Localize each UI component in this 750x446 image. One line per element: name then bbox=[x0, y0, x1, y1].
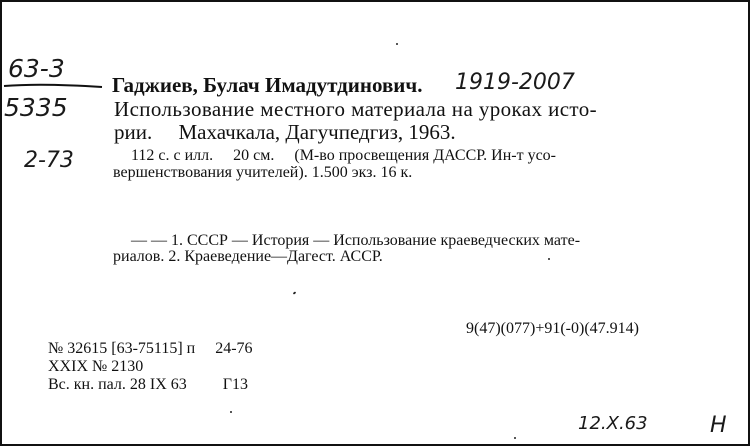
author-heading: Гаджиев, Булач Имадутдинович. bbox=[112, 73, 423, 97]
shelfmark-low: 2-73 bbox=[24, 148, 74, 173]
scan-speck bbox=[230, 411, 232, 413]
life-years: 1919-2007 bbox=[455, 70, 575, 95]
scan-speck bbox=[548, 258, 550, 260]
shelfmark-middle: 5335 bbox=[4, 93, 68, 122]
handwritten-initial: Н bbox=[710, 413, 727, 438]
scan-speck bbox=[514, 437, 516, 439]
title-line-1: Использование местного материала на уроках исто- bbox=[114, 97, 598, 121]
classification: 9(47)(077)+91(-0)(47.914) bbox=[466, 320, 639, 337]
footer-line-1: № 32615 [63-75115] п 24-76 bbox=[48, 340, 253, 357]
footer-line-2: XXIX № 2130 bbox=[48, 358, 144, 375]
subjects-line-2: риалов. 2. Краеведение—Дагест. АССР. bbox=[113, 248, 383, 265]
scan-speck bbox=[396, 43, 398, 45]
handwritten-date: 12.X.63 bbox=[578, 413, 648, 434]
shelfmark-top: 63-3 bbox=[8, 54, 65, 83]
footer-line-3: Вс. кн. пал. 28 IX 63 Г13 bbox=[48, 376, 249, 393]
description-line-2: вершенствования учителей). 1.500 экз. 16 к. bbox=[113, 164, 413, 181]
title-line-2: рии. Махачкала, Дагучпедгиз, 1963. bbox=[114, 120, 456, 144]
description-line-1: 112 с. с илл. 20 см. (М-во просвещения ДАССР. Ин-т усо- bbox=[131, 147, 557, 164]
subjects-line-1: — — 1. СССР — История — Использование краеведческих мате- bbox=[131, 232, 581, 249]
